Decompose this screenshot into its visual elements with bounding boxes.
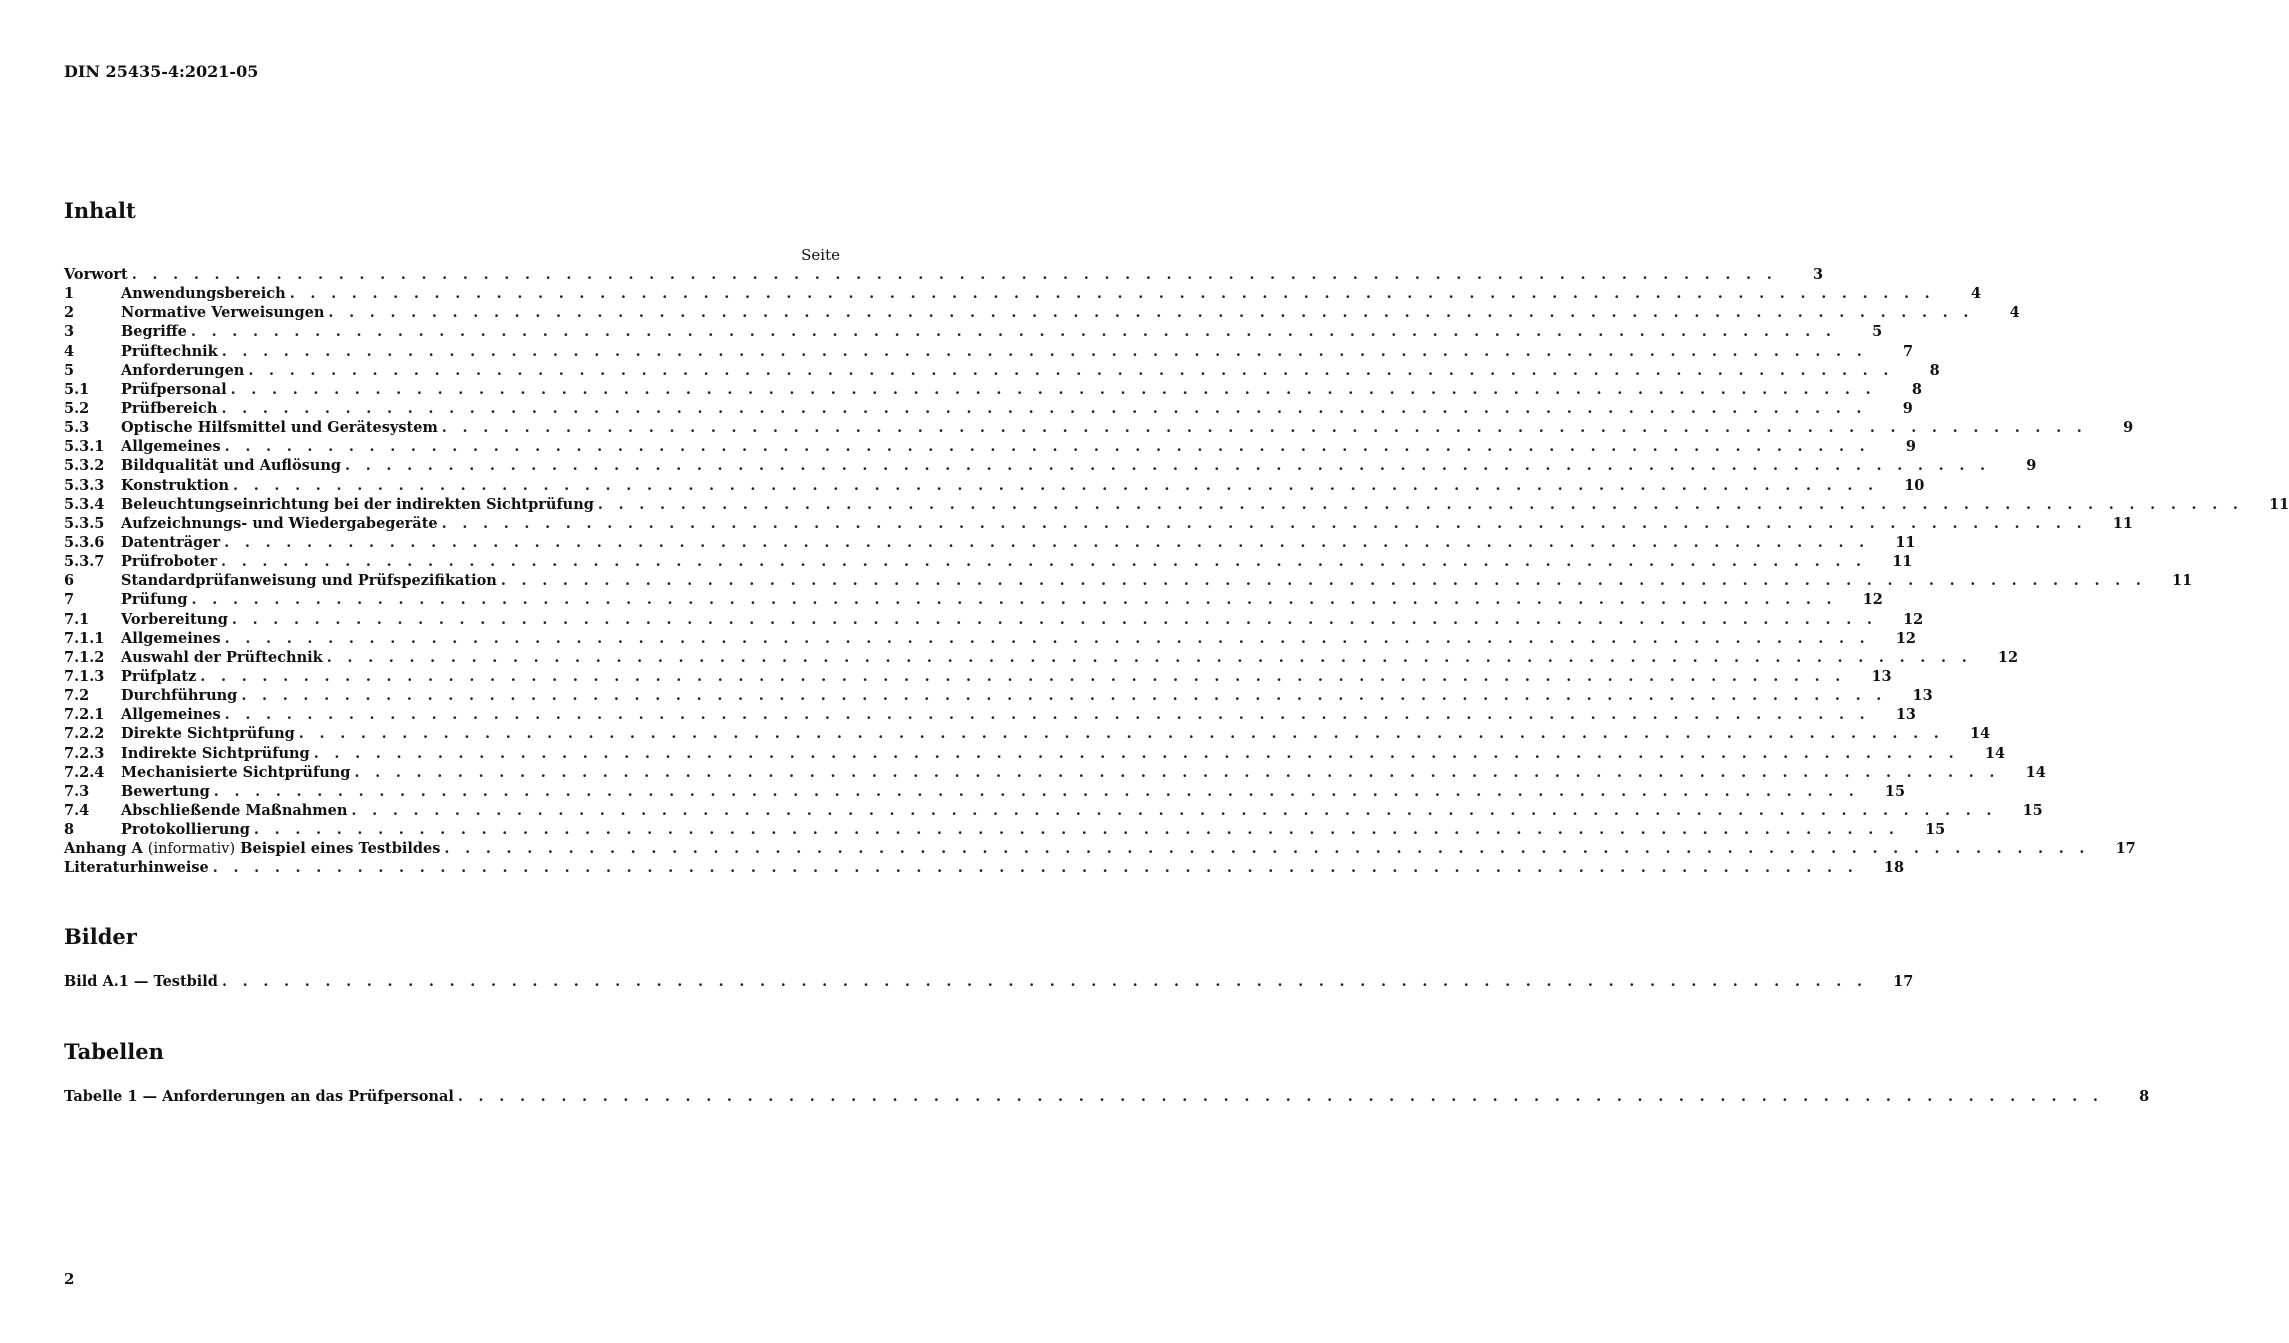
toc-entry-number: 5.3.4: [64, 495, 105, 513]
dot-leader: . . . . . . . . . . . . . . . . . . . . . . . . . . . . . . . . . . . . . . . . . . . . . . . . . . . . . . . . . . . . . . . . . . . . . . . . . . . . . . . .: [253, 821, 1900, 839]
dot-leader: . . . . . . . . . . . . . . . . . . . . . . . . . . . . . . . . . . . . . . . . . . . . . . . . . . . . . . . . . . . . . . . . . . . . . . . . . . . . . . . .: [224, 706, 1870, 724]
toc-entry-number: 4: [64, 342, 75, 360]
toc-entry-title: Direkte Sichtprüfung: [121, 725, 295, 743]
toc-entry-number: 5.3.5: [64, 514, 105, 532]
toc-entry-number: 7.2.2: [64, 725, 105, 743]
toc-entry-page: 7: [1902, 342, 1914, 360]
toc-entry[interactable]: [64, 514, 2133, 533]
toc-entry-title: Begriffe: [121, 323, 187, 341]
toc-entry-number: 5.3.1: [64, 438, 105, 456]
toc-entry-title: Prüfung: [121, 591, 188, 609]
dot-leader: . . . . . . . . . . . . . . . . . . . . . . . . . . . . . . . . . . . . . . . . . . . . . . . . . . . . . . . . . . . . . . . . . . . . . . . . . . . . . . . .: [212, 859, 1859, 877]
toc-entry-number: 6: [64, 572, 75, 590]
table-of-contents: [64, 265, 2289, 878]
toc-entry-number: 8: [64, 821, 75, 839]
toc-entry-title: Vorbereitung: [121, 610, 228, 628]
toc-entry-title: Abschließende Maßnahmen: [121, 801, 348, 819]
toc-entry-page: 9: [1902, 399, 1913, 417]
annex-title: Beispiel eines Testbildes: [240, 840, 441, 858]
dot-leader: . . . . . . . . . . . . . . . . . . . . . . . . . . . . . . . . . . . . . . . . . . . . . . . . . . . . . . . . . . . . . . . . . . . . . . . . . . . . . . . .: [313, 744, 1960, 762]
toc-entry-page: 8: [1929, 361, 1940, 379]
toc-entry-number: 7.2: [64, 687, 90, 705]
page-number: 2: [64, 1270, 75, 1288]
toc-entry-title: Prüftechnik: [121, 342, 218, 360]
dot-leader: . . . . . . . . . . . . . . . . . . . . . . . . . . . . . . . . . . . . . . . . . . . . . . . . . . . . . . . . . . . . . . . . . . . . . . . . . . . . . . . .: [131, 266, 1778, 283]
dot-leader: . . . . . . . . . . . . . . . . . . . . . . . . . . . . . . . . . . . . . . . . . . . . . . . . . . . . . . . . . . . . . . . . . . . . . . . . . . . . . . . .: [213, 782, 1860, 800]
toc-entry-page: 14: [1984, 744, 2006, 762]
toc-entry[interactable]: [64, 667, 1892, 686]
figures-heading: Bilder: [64, 924, 137, 949]
toc-entry-title: Indirekte Sichtprüfung: [121, 744, 310, 762]
toc-entry-page: 15: [2022, 801, 2043, 819]
toc-entry[interactable]: [64, 590, 1883, 609]
toc-entry-number: 7.3: [64, 782, 90, 800]
dot-leader: . . . . . . . . . . . . . . . . . . . . . . . . . . . . . . . . . . . . . . . . . . . . . . . . . . . . . . . . . . . . . . . . . . . . . . . . . . . . . . . .: [200, 667, 1846, 685]
toc-entry-title: Prüfpersonal: [121, 380, 227, 398]
toc-entry-number: 7.2.1: [64, 706, 105, 724]
dot-leader: . . . . . . . . . . . . . . . . . . . . . . . . . . . . . . . . . . . . . . . . . . . . . . . . . . . . . . . . . . . . . . . . . . . . . . . . . . . . . . . .: [230, 380, 1876, 398]
toc-entry[interactable]: [64, 801, 2043, 820]
list-of-tables: [64, 1087, 2150, 1106]
toc-entry-title: Tabelle 1 — Anforderungen an das Prüfpersonal: [64, 1088, 454, 1105]
toc-entry[interactable]: [64, 552, 1913, 571]
toc-entry-number: 5.2: [64, 399, 90, 417]
toc-entry[interactable]: [64, 495, 2289, 514]
dot-leader: . . . . . . . . . . . . . . . . . . . . . . . . . . . . . . . . . . . . . . . . . . . . . . . . . . . . . . . . . . . . . . . . . . . . . . . . . . . . . . . .: [190, 323, 1837, 341]
dot-leader: . . . . . . . . . . . . . . . . . . . . . . . . . . . . . . . . . . . . . . . . . . . . . . . . . . . . . . . . . . . . . . . . . . . . . . . . . . . . . . . .: [326, 648, 1973, 666]
toc-entry-number: 3: [64, 323, 75, 341]
toc-entry-page: 8: [1911, 380, 1922, 398]
dot-leader: . . . . . . . . . . . . . . . . . . . . . . . . . . . . . . . . . . . . . . . . . . . . . . . . . . . . . . . . . . . . . . . . . . . . . . . . . . . . . . . .: [221, 399, 1867, 417]
toc-entry-page: 18: [1883, 859, 1905, 877]
toc-entry-page: 14: [2025, 763, 2046, 781]
toc-entry[interactable]: [64, 342, 1914, 361]
dot-leader: . . . . . . . . . . . . . . . . . . . . . . . . . . . . . . . . . . . . . . . . . . . . . . . . . . . . . . . . . . . . . . . . . . . . . . . . . . . . . . . .: [289, 285, 1936, 303]
dot-leader: . . . . . . . . . . . . . . . . . . . . . . . . . . . . . . . . . . . . . . . . . . . . . . . . . . . . . . . . . . . . . . . . . . . . . . . . . . . . . . . .: [221, 553, 1867, 571]
dot-leader: . . . . . . . . . . . . . . . . . . . . . . . . . . . . . . . . . . . . . . . . . . . . . . . . . . . . . . . . . . . . . . . . . . . . . . . . . . . . . . . .: [221, 973, 1868, 990]
toc-entry-page: 11: [2269, 495, 2289, 513]
toc-entry-page: 12: [1903, 610, 1924, 628]
toc-entry[interactable]: [64, 686, 1933, 705]
dot-leader: . . . . . . . . . . . . . . . . . . . . . . . . . . . . . . . . . . . . . . . . . . . . . . . . . . . . . . . . . . . . . . . . . . . . . . . . . . . . . . . .: [233, 476, 1879, 494]
toc-entry-page: 12: [1862, 591, 1883, 609]
toc-entry-page: 17: [2115, 840, 2136, 858]
toc-entry[interactable]: [64, 571, 2193, 590]
toc-entry-page: 10: [1904, 476, 1925, 494]
annex-type: (informativ): [147, 841, 236, 858]
dot-leader: . . . . . . . . . . . . . . . . . . . . . . . . . . . . . . . . . . . . . . . . . . . . . . . . . . . . . . . . . . . . . . . . . . . . . . . . . . . . . . . .: [191, 591, 1837, 609]
dot-leader: . . . . . . . . . . . . . . . . . . . . . . . . . . . . . . . . . . . . . . . . . . . . . . . . . . . . . . . . . . . . . . . . . . . . . . . . . . . . . . . .: [224, 629, 1870, 647]
toc-entry[interactable]: [64, 533, 1916, 552]
dot-leader: . . . . . . . . . . . . . . . . . . . . . . . . . . . . . . . . . . . . . . . . . . . . . . . . . . . . . . . . . . . . . . . . . . . . . . . . . . . . . . . .: [441, 514, 2087, 532]
toc-entry[interactable]: [64, 265, 1824, 284]
toc-entry-number: 7.4: [64, 801, 90, 819]
toc-entry-page: 9: [2123, 419, 2134, 437]
toc-entry-page: 9: [1905, 438, 1916, 456]
toc-entry-page: 13: [1895, 706, 1916, 724]
toc-entry-number: 5.3: [64, 419, 90, 437]
toc-entry-page: 11: [2172, 572, 2193, 590]
toc-entry[interactable]: [64, 361, 1940, 380]
toc-entry-title: Normative Verweisungen: [121, 304, 325, 322]
toc-entry-title: Literaturhinweise: [64, 859, 209, 877]
toc-entry[interactable]: [64, 782, 1906, 801]
toc-entry-title: Prüfbereich: [121, 399, 218, 417]
toc-entry[interactable]: [64, 380, 1922, 399]
toc-entry-page: 14: [1969, 725, 1991, 743]
toc-entry-number: 5.3.6: [64, 533, 105, 551]
page-column-label: Seite: [801, 246, 840, 264]
toc-entry-page: 15: [1884, 782, 1906, 800]
toc-entry[interactable]: [64, 303, 2020, 322]
toc-entry-page: 9: [2026, 457, 2037, 475]
toc-entry-title: Bewertung: [121, 782, 210, 800]
toc-entry-page: 4: [2009, 304, 2020, 322]
toc-entry-number: 7.1.2: [64, 648, 105, 666]
toc-entry[interactable]: [64, 456, 2037, 475]
table-entry[interactable]: [64, 1087, 2150, 1106]
toc-entry-title: Beleuchtungseinrichtung bei der indirekten Sichtprüfung: [121, 495, 594, 513]
toc-entry-page: 11: [1892, 553, 1913, 571]
toc-entry-number: 7.2.4: [64, 763, 105, 781]
dot-leader: . . . . . . . . . . . . . . . . . . . . . . . . . . . . . . . . . . . . . . . . . . . . . . . . . . . . . . . . . . . . . . . . . . . . . . . . . . . . . . . .: [354, 763, 2000, 781]
toc-entry-page: 12: [1997, 648, 2019, 666]
toc-entry-number: 1: [64, 285, 75, 303]
toc-entry[interactable]: [64, 648, 2019, 667]
dot-leader: . . . . . . . . . . . . . . . . . . . . . . . . . . . . . . . . . . . . . . . . . . . . . . . . . . . . . . . . . . . . . . . . . . . . . . . . . . . . . . . .: [231, 610, 1878, 628]
dot-leader: . . . . . . . . . . . . . . . . . . . . . . . . . . . . . . . . . . . . . . . . . . . . . . . . . . . . . . . . . . . . . . . . . . . . . . . . . . . . . . . .: [298, 725, 1945, 743]
toc-entry-title: Allgemeines: [121, 629, 221, 647]
toc-entry[interactable]: [64, 820, 1946, 839]
toc-entry[interactable]: [64, 418, 2134, 437]
toc-entry[interactable]: [64, 610, 1924, 629]
document-header: DIN 25435-4:2021-05: [64, 62, 259, 81]
toc-entry-number: 7.1: [64, 610, 90, 628]
toc-entry-page: 15: [1925, 821, 1946, 839]
dot-leader: . . . . . . . . . . . . . . . . . . . . . . . . . . . . . . . . . . . . . . . . . . . . . . . . . . . . . . . . . . . . . . . . . . . . . . . . . . . . . . . .: [500, 572, 2147, 590]
toc-entry-number: 7.2.3: [64, 744, 105, 762]
toc-entry-title: Allgemeines: [121, 438, 221, 456]
toc-entry-number: 5.3.3: [64, 476, 105, 494]
figure-entry[interactable]: [64, 972, 1914, 991]
contents-heading: Inhalt: [64, 198, 136, 223]
toc-entry-annex[interactable]: [64, 839, 2136, 858]
toc-entry[interactable]: [64, 724, 1991, 743]
dot-leader: . . . . . . . . . . . . . . . . . . . . . . . . . . . . . . . . . . . . . . . . . . . . . . . . . . . . . . . . . . . . . . . . . . . . . . . . . . . . . . . .: [241, 687, 1887, 705]
toc-entry[interactable]: [64, 629, 1916, 648]
dot-leader: . . . . . . . . . . . . . . . . . . . . . . . . . . . . . . . . . . . . . . . . . . . . . . . . . . . . . . . . . . . . . . . . . . . . . . . . . . . . . . . .: [221, 342, 1868, 360]
toc-entry[interactable]: [64, 399, 1913, 418]
toc-entry-title: Standardprüfanweisung und Prüfspezifikation: [121, 572, 497, 590]
dot-leader: . . . . . . . . . . . . . . . . . . . . . . . . . . . . . . . . . . . . . . . . . . . . . . . . . . . . . . . . . . . . . . . . . . . . . . . . . . . . . . . .: [224, 533, 1870, 551]
toc-entry-number: 7.1.3: [64, 667, 105, 685]
toc-entry[interactable]: [64, 705, 1916, 724]
toc-entry-number: 5.3.2: [64, 457, 105, 475]
toc-entry[interactable]: [64, 744, 2006, 763]
toc-entry-page: 11: [2112, 514, 2133, 532]
toc-entry-page: 11: [1895, 533, 1916, 551]
toc-entry-number: 2: [64, 304, 75, 322]
toc-entry-title: Bildqualität und Auflösung: [121, 457, 342, 475]
toc-entry-title: Konstruktion: [121, 476, 230, 494]
toc-entry-page: 17: [1893, 973, 1914, 990]
toc-entry-title: Datenträger: [121, 533, 221, 551]
toc-entry[interactable]: [64, 763, 2046, 782]
toc-entry[interactable]: [64, 476, 1925, 495]
toc-entry-title: Durchführung: [121, 687, 238, 705]
dot-leader: . . . . . . . . . . . . . . . . . . . . . . . . . . . . . . . . . . . . . . . . . . . . . . . . . . . . . . . . . . . . . . . . . . . . . . . . . . . . . . . .: [457, 1088, 2104, 1105]
toc-entry-title: Anforderungen: [121, 361, 245, 379]
dot-leader: . . . . . . . . . . . . . . . . . . . . . . . . . . . . . . . . . . . . . . . . . . . . . . . . . . . . . . . . . . . . . . . . . . . . . . . . . . . . . . . .: [345, 457, 1991, 475]
dot-leader: . . . . . . . . . . . . . . . . . . . . . . . . . . . . . . . . . . . . . . . . . . . . . . . . . . . . . . . . . . . . . . . . . . . . . . . . . . . . . . . .: [328, 304, 1974, 322]
toc-entry-number: 5.1: [64, 380, 90, 398]
toc-entry-page: 4: [1970, 285, 1982, 303]
dot-leader: . . . . . . . . . . . . . . . . . . . . . . . . . . . . . . . . . . . . . . . . . . . . . . . . . . . . . . . . . . . . . . . . . . . . . . . . . . . . . . . .: [441, 419, 2088, 437]
toc-entry-title: Mechanisierte Sichtprüfung: [121, 763, 351, 781]
toc-entry-title: Vorwort: [64, 266, 128, 283]
toc-entry-title: Aufzeichnungs- und Wiedergabegeräte: [121, 514, 438, 532]
toc-entry-number: 7: [64, 591, 75, 609]
toc-entry-number: 7.1.1: [64, 629, 105, 647]
toc-entry[interactable]: [64, 322, 1883, 341]
toc-entry-page: 5: [1872, 323, 1883, 341]
toc-entry-page: 13: [1871, 667, 1892, 685]
toc-entry-title: Auswahl der Prüftechnik: [121, 648, 323, 666]
toc-entry-number: 5: [64, 361, 75, 379]
toc-entry[interactable]: [64, 437, 1916, 456]
dot-leader: . . . . . . . . . . . . . . . . . . . . . . . . . . . . . . . . . . . . . . . . . . . . . . . . . . . . . . . . . . . . . . . . . . . . . . . . . . . . . . . .: [597, 495, 2244, 513]
dot-leader: . . . . . . . . . . . . . . . . . . . . . . . . . . . . . . . . . . . . . . . . . . . . . . . . . . . . . . . . . . . . . . . . . . . . . . . . . . . . . . . .: [351, 801, 1997, 819]
toc-entry-bibliography[interactable]: [64, 858, 1905, 877]
toc-entry-title: Allgemeines: [121, 706, 221, 724]
toc-entry-title: Prüfroboter: [121, 553, 218, 571]
tables-heading: Tabellen: [64, 1039, 164, 1064]
toc-entry-page: 13: [1912, 687, 1933, 705]
toc-entry[interactable]: [64, 284, 1982, 303]
dot-leader: . . . . . . . . . . . . . . . . . . . . . . . . . . . . . . . . . . . . . . . . . . . . . . . . . . . . . . . . . . . . . . . . . . . . . . . . . . . . . . . .: [248, 361, 1894, 379]
toc-entry-page: 12: [1895, 629, 1916, 647]
dot-leader: . . . . . . . . . . . . . . . . . . . . . . . . . . . . . . . . . . . . . . . . . . . . . . . . . . . . . . . . . . . . . . . . . . . . . . . . . . . . . . . .: [444, 840, 2090, 858]
toc-entry-number: 5.3.7: [64, 553, 105, 571]
toc-entry-title: Prüfplatz: [121, 667, 197, 685]
toc-entry-title: [64, 839, 444, 859]
toc-entry-title: Anwendungsbereich: [121, 285, 286, 303]
dot-leader: . . . . . . . . . . . . . . . . . . . . . . . . . . . . . . . . . . . . . . . . . . . . . . . . . . . . . . . . . . . . . . . . . . . . . . . . . . . . . . . .: [224, 438, 1870, 456]
list-of-figures: [64, 972, 1914, 991]
toc-entry-title: Protokollierung: [121, 821, 250, 839]
annex-label: Anhang A: [64, 840, 143, 858]
toc-entry-title: Bild A.1 — Testbild: [64, 973, 218, 990]
toc-entry-page: 3: [1813, 266, 1824, 283]
toc-entry-title: Optische Hilfsmittel und Gerätesystem: [121, 419, 438, 437]
toc-entry-page: 8: [2139, 1088, 2150, 1105]
